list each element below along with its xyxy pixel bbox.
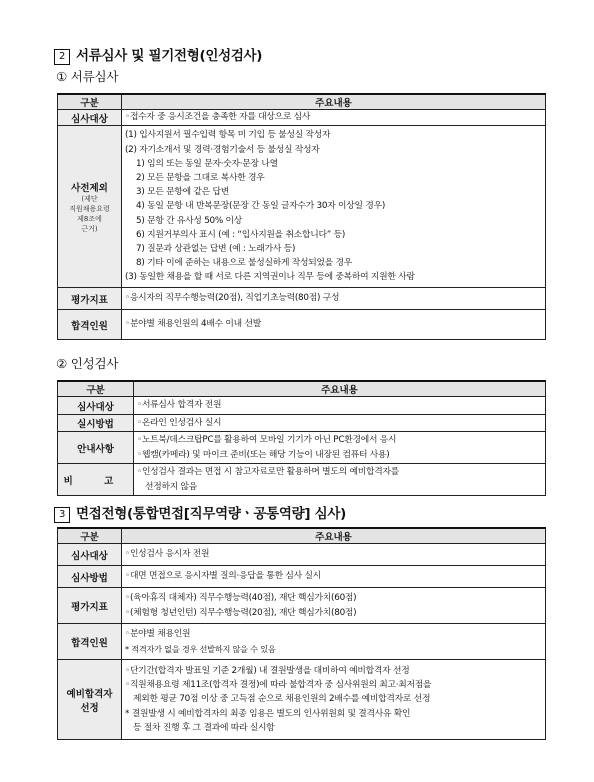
content-line: * 적격자가 없을 경우 선발하지 않을 수 있음 — [125, 643, 276, 654]
document-review-table — [57, 93, 546, 340]
row-content — [122, 126, 546, 288]
row-content — [122, 588, 546, 624]
table-header-row — [58, 94, 546, 110]
table-header-row — [58, 528, 546, 544]
row-label: 예비합격자 선정 — [58, 660, 122, 740]
content-line: ◦서류심사 합격자 전원 — [137, 400, 222, 411]
content-line: ◦노트북/데스크탑PC를 활용하여 모바일 기기가 아닌 PC환경에서 응시 — [137, 435, 397, 446]
content-line: (2) 자기소개서 및 경력·경험기술서 등 불성실 작성자 — [125, 144, 320, 155]
table-row — [58, 464, 546, 496]
row-label — [58, 464, 134, 496]
personality-test-table — [57, 380, 546, 496]
content-line: 4) 동일 문항 내 반복문장(문장 간 동일 글자수가 30자 이상일 경우) — [136, 201, 385, 212]
content-line: ◦직원채용요령 제11조(합격자 결정)에 따라 불합격자 중 심사위원의 최고·최저점을 — [125, 680, 432, 691]
content-line: ◦분야별 채용인원의 4배수 이내 선발 — [125, 319, 261, 330]
table-row — [58, 126, 546, 288]
note-line: 직원채용요령 — [69, 204, 110, 213]
content-line: 6) 지원거부의사 표시 (예 : “입사지원을 취소합니다” 등) — [136, 229, 346, 240]
content-line: ◦(체험형 청년인턴) 직무수행능력(20점), 재단 핵심가치(80점) — [125, 607, 357, 618]
content-line: ◦응시자의 직무수행능력(20점), 직업기초능력(80점) 구성 — [125, 293, 340, 304]
row-content — [122, 544, 546, 566]
content-line: 2) 모든 문항을 그대로 복사한 경우 — [136, 172, 265, 183]
content-line: 등 절차 진행 후 그 결과에 따라 실시함 — [133, 722, 275, 733]
content-line: 제외한 평균 70점 이상 중 고득점 순으로 채용인원의 2배수를 예비합격자로 선정 — [133, 694, 431, 705]
row-content — [134, 432, 546, 464]
section2-title — [54, 44, 262, 65]
row-content — [122, 566, 546, 588]
row-label: 심사대상 — [58, 397, 134, 415]
row-label: 평가지표 — [58, 588, 122, 624]
content-line: 7) 질문과 상관없는 답변 (예 : 노래가사 등) — [136, 244, 296, 254]
row-content — [134, 464, 546, 496]
header-content: 주요내용 — [122, 528, 546, 544]
content-line: 3) 모든 문항에 같은 답변 — [136, 187, 229, 198]
section3-title-text: 면접전형(통합면접[직무역량ㆍ공통역량] 심사) — [76, 506, 346, 522]
row-label: 실시방법 — [58, 415, 134, 432]
row-label-note — [61, 194, 118, 234]
table-row — [58, 288, 546, 310]
section3-number-box: 3 — [54, 507, 70, 523]
row-content — [122, 110, 546, 126]
row-label: 심사대상 — [58, 110, 122, 126]
content-line: ◦웹캠(카메라) 및 마이크 준비(또는 해당 기능이 내장된 컴퓨터 사용) — [137, 449, 390, 460]
table-row — [58, 544, 546, 566]
content-line: 8) 기타 이에 준하는 내용으로 불성실하게 작성되었을 경우 — [136, 258, 353, 269]
row-content — [122, 310, 546, 340]
table-row — [58, 397, 546, 415]
row-content — [134, 415, 546, 432]
row-label-text: 비 고 — [63, 475, 128, 487]
row-content — [122, 288, 546, 310]
note-line: 제8조에 — [77, 214, 102, 223]
content-line: * 결원발생 시 예비합격자의 최종 임용은 별도의 인사위원회 및 결격사유 확인 — [125, 708, 411, 719]
table-row — [58, 660, 546, 740]
content-line: (3) 동일한 채용을 할 때 서로 다른 지역권이나 직무 등에 중복하여 지원한 사람 — [125, 272, 415, 283]
content-line: ◦인성검사 결과는 면접 시 참고자료로만 활용하며 별도의 예비합격자를 — [137, 467, 399, 478]
table-row — [58, 110, 546, 126]
row-label: 심사방법 — [58, 566, 122, 588]
header-content: 주요내용 — [134, 381, 546, 397]
content-line: ◦(육아휴직 대체자) 직무수행능력(40점), 재단 핵심가치(60점) — [125, 593, 357, 604]
row-label: 심사대상 — [58, 544, 122, 566]
sub1-title: ① 서류심사 — [56, 69, 119, 84]
row-label-pre-exclusion — [58, 126, 122, 288]
row-label: 평가지표 — [58, 288, 122, 310]
content-line: ◦접수자 중 응시조건을 충족한 자를 대상으로 심사 — [125, 112, 311, 123]
table-row — [58, 624, 546, 660]
note-line: 근거) — [81, 224, 98, 233]
content-line: ◦분야별 채용인원 — [125, 629, 191, 640]
row-label: 합격인원 — [58, 310, 122, 340]
content-line: (1) 입사지원서 필수입력 항목 미 기입 등 불성실 작성자 — [125, 130, 331, 141]
row-label: 합격인원 — [58, 624, 122, 660]
content-line: 1) 임의 또는 동일 문자·숫자·문장 나열 — [136, 158, 278, 169]
content-line: ◦대면 면접으로 응시자별 질의·응답을 통한 심사 실시 — [125, 571, 321, 582]
content-line: 선정하지 않음 — [145, 481, 198, 492]
table-row — [58, 310, 546, 340]
header-category: 구분 — [58, 528, 122, 544]
header-category: 구분 — [58, 94, 122, 110]
section3-title — [54, 502, 346, 523]
table-row — [58, 432, 546, 464]
section2-number-box: 2 — [54, 49, 70, 65]
content-line: 5) 문항 간 유사성 50% 이상 — [136, 215, 243, 226]
content-line: ◦온라인 인성검사 실시 — [137, 417, 222, 428]
section2-title-text: 서류심사 및 필기전형(인성검사) — [76, 48, 263, 64]
header-category: 구분 — [58, 381, 134, 397]
table-row — [58, 588, 546, 624]
row-label: 사전제외 — [71, 182, 108, 194]
note-line: (제단 — [81, 194, 98, 203]
row-label: 안내사항 — [58, 432, 134, 464]
sub2-title: ② 인성검사 — [56, 356, 119, 371]
table-header-row — [58, 381, 546, 397]
row-content — [122, 660, 546, 740]
row-content — [134, 397, 546, 415]
table-row — [58, 415, 546, 432]
content-line: ◦단기간(합격자 발표일 기준 2개월) 내 결원발생을 대비하여 예비합격자 선정 — [125, 665, 410, 676]
content-line: ◦인성검사 응시자 전원 — [125, 549, 210, 560]
table-row — [58, 566, 546, 588]
row-content — [122, 624, 546, 660]
interview-table — [57, 527, 546, 740]
header-content: 주요내용 — [122, 94, 546, 110]
